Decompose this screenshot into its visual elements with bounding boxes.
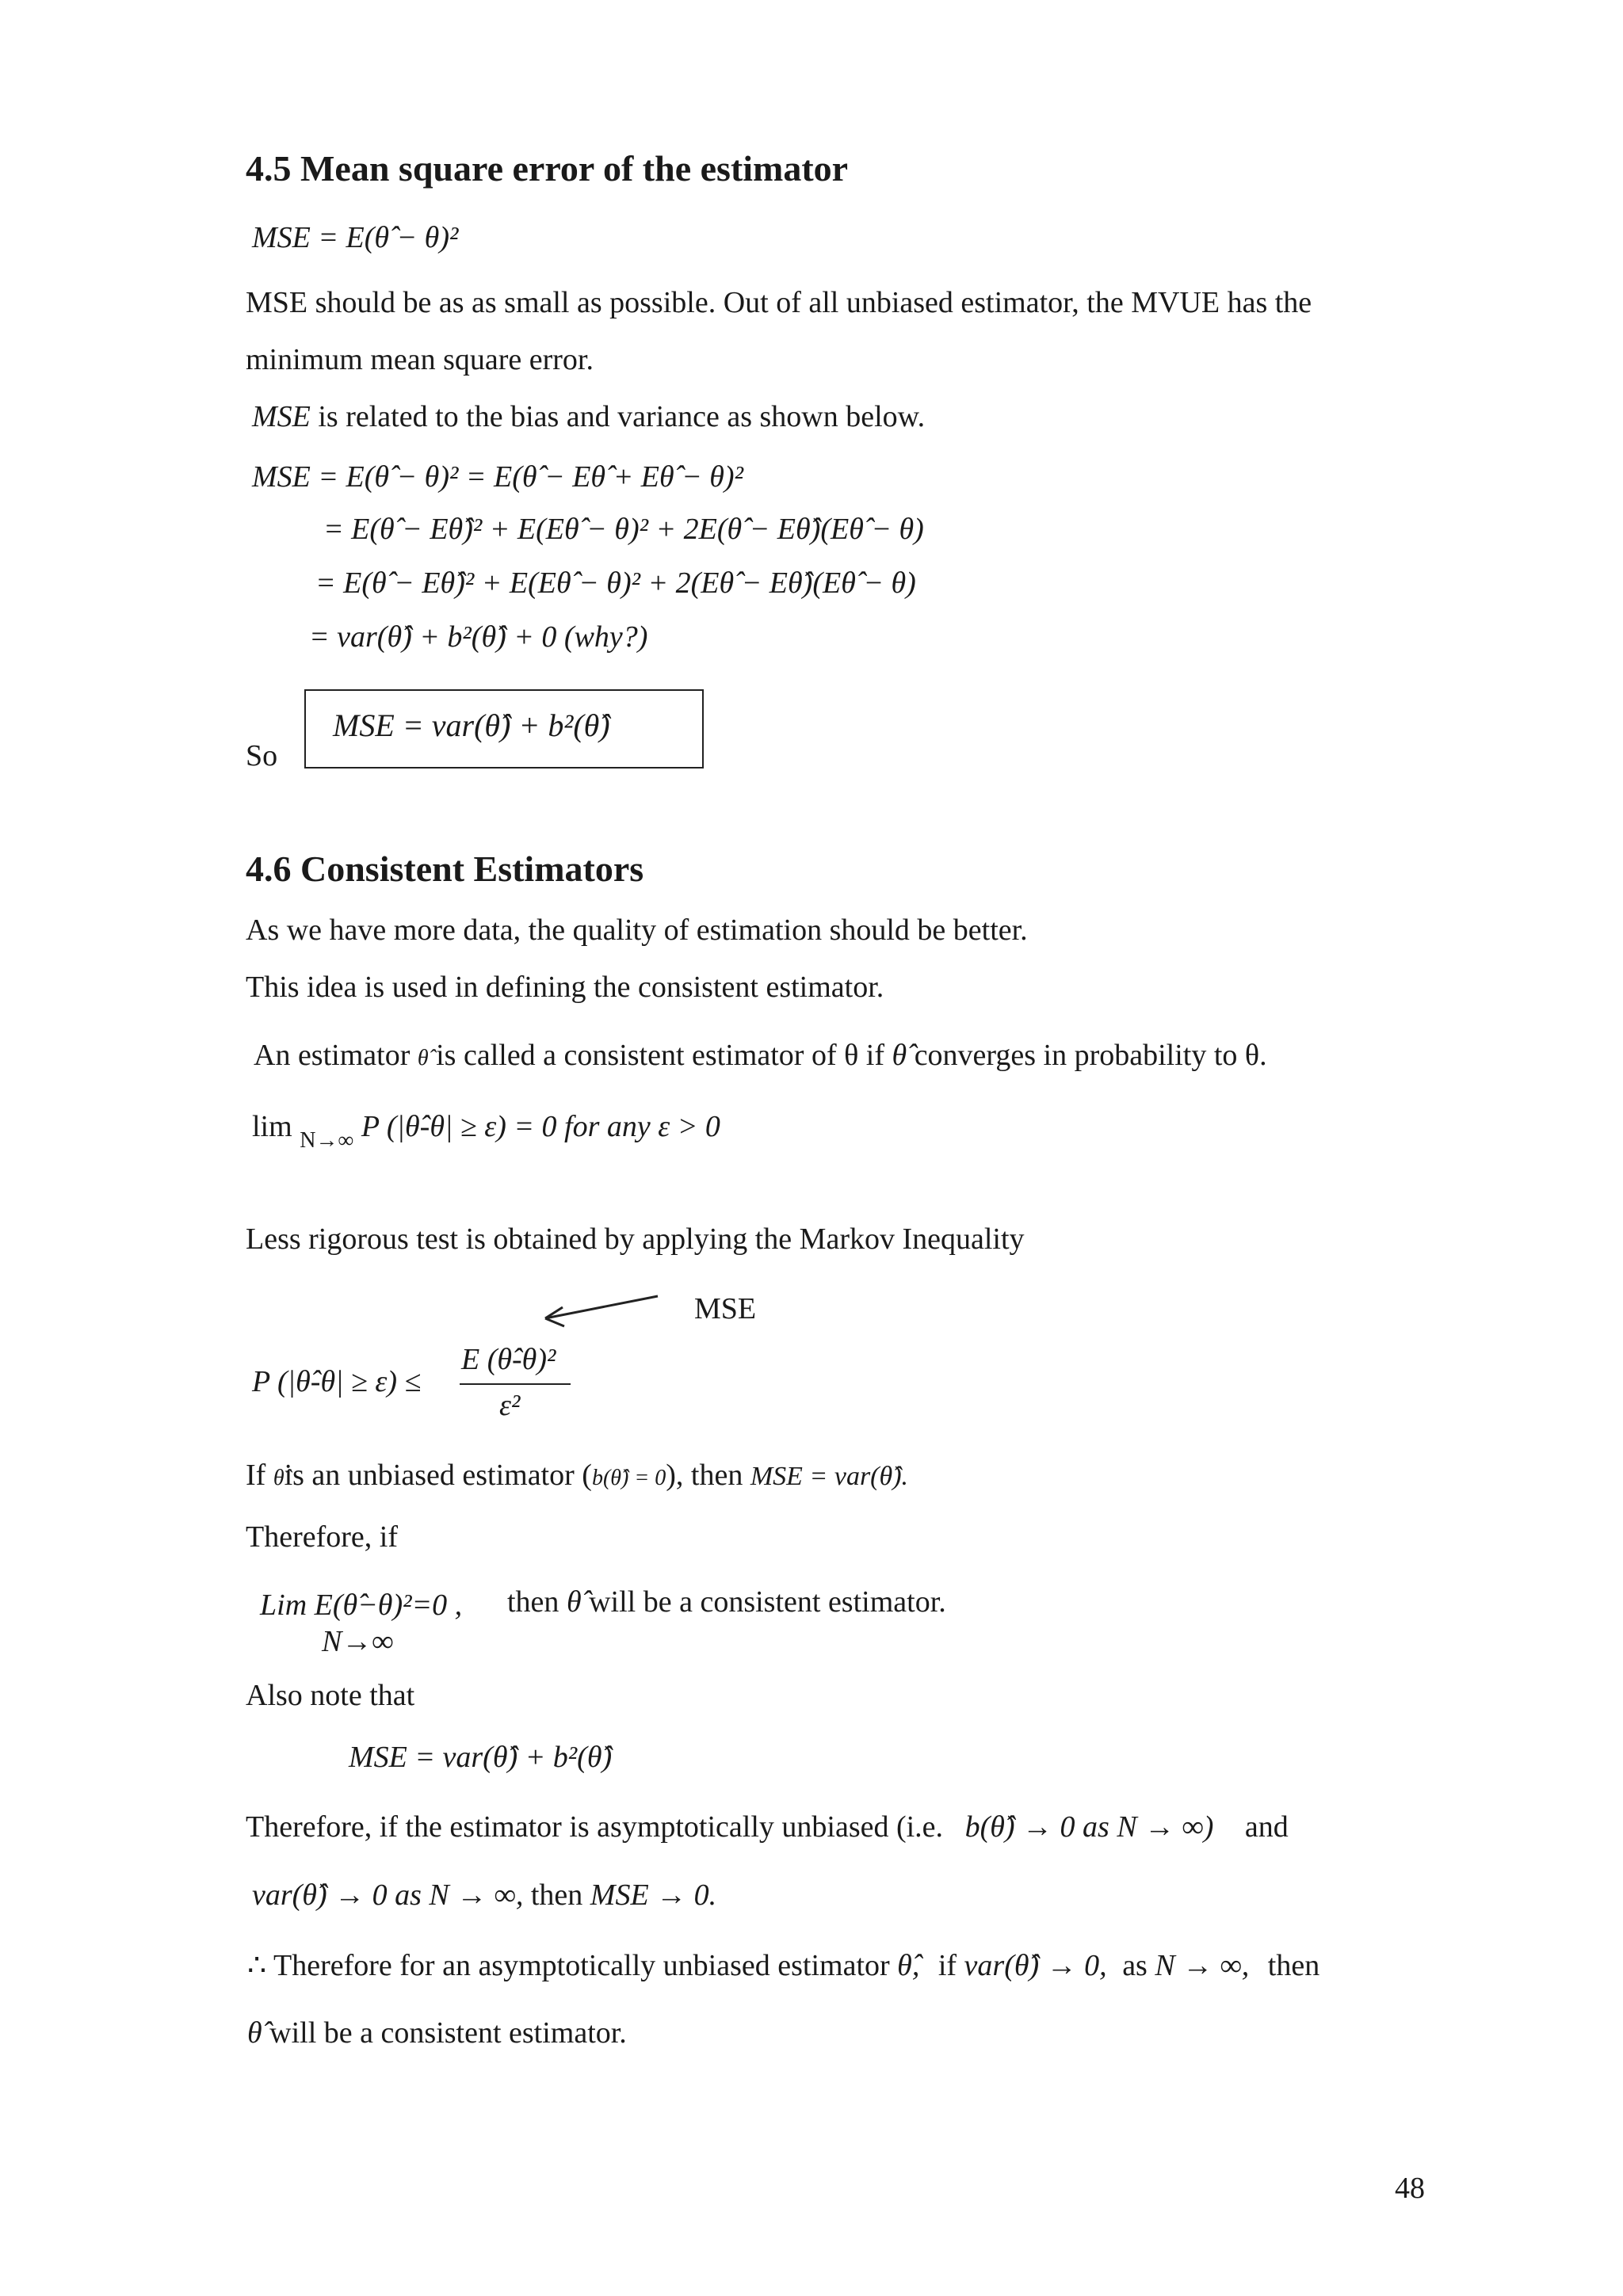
markov-denominator: ε²: [499, 1389, 521, 1422]
markov-numerator: E (θ̂-θ)²: [461, 1343, 556, 1376]
derivation-line-2: = E(θ̂ − Eθ̂)² + E(Eθ̂ − θ)² + 2E(θ̂ − Eθ̂)(Eθ̂ − θ): [323, 513, 924, 546]
markov-lhs: P (|θ̂-θ| ≥ ε) ≤: [252, 1365, 422, 1398]
derivation-line-1: MSE = E(θ̂ − θ)² = E(θ̂ − Eθ̂ + Eθ̂ − θ)²: [252, 460, 743, 494]
also-note: Also note that: [246, 1679, 415, 1712]
mse-arrow: [539, 1291, 666, 1331]
section-4-5-heading: 4.5 Mean square error of the estimator: [246, 148, 849, 189]
as-word: as: [1122, 1949, 1148, 1982]
theta-hat-symbol: θ̂: [417, 1046, 429, 1070]
theta-hat-symbol: θ̂: [247, 2016, 262, 2050]
so-label: So: [246, 739, 278, 772]
theta-hat-symbol: θ̂: [273, 1466, 285, 1490]
bias-limit-expr: b(θ̂) → 0 as N → ∞): [964, 1810, 1214, 1844]
boxed-mse-formula: MSE = var(θ̂) + b²(θ̂): [333, 707, 610, 743]
consistency-paragraph-1: As we have more data, the quality of estimation should be better.: [246, 913, 1028, 947]
limit-expression: P (|θ̂-θ| ≥ ε) = 0 for any ε > 0: [361, 1110, 720, 1143]
theta-hat-symbol: θ̂,: [897, 1949, 920, 1982]
derivation-line-3: = E(θ̂ − Eθ̂)² + E(Eθ̂ − θ)² + 2(Eθ̂ − Eθ̂)(Eθ̂ − θ): [315, 566, 916, 600]
and-word: and: [1244, 1810, 1289, 1844]
lim-then-clause: [507, 1585, 946, 1619]
definition-text-c: converges in probability to θ.: [914, 1039, 1267, 1072]
theta-hat-symbol: θ̂: [892, 1039, 907, 1072]
then-word: then: [1267, 1949, 1320, 1982]
mse-equals-var: MSE = var(θ̂).: [750, 1462, 909, 1491]
definition-text-b: is called a consistent estimator of θ if: [436, 1039, 885, 1072]
if-word: If: [246, 1459, 266, 1492]
lim-word: lim: [252, 1110, 292, 1143]
conclusion-line-2: [247, 2016, 627, 2050]
conclusion-line-1: [247, 1947, 1319, 1983]
mse-limit-expr: MSE → 0.: [590, 1878, 717, 1912]
derivation-line-4: = var(θ̂) + b²(θ̂) + 0 (why?): [309, 620, 648, 654]
var-limit-expr: var(θ̂) → 0,: [964, 1949, 1107, 1982]
consistent-text: will be a consistent estimator.: [589, 1585, 946, 1619]
if-word: if: [938, 1949, 957, 1982]
page-number: 48: [1395, 2172, 1425, 2205]
consistency-paragraph-2: This idea is used in defining the consistent estimator.: [246, 971, 884, 1004]
mse-arrow-label: MSE: [694, 1292, 757, 1325]
asymptotic-text: Therefore, if the estimator is asymptotically unbiased (i.e.: [246, 1810, 944, 1844]
asymptotic-line-1: [246, 1810, 1289, 1844]
limit-definition: [252, 1109, 720, 1153]
var-limit-expr: var(θ̂) → 0 as N → ∞,: [252, 1878, 524, 1912]
bias-zero-expr: b(θ̂) = 0: [591, 1466, 666, 1490]
mse-formula-again: MSE = var(θ̂) + b²(θ̂): [349, 1741, 613, 1774]
unbiased-line: [246, 1458, 908, 1493]
mse-paragraph-line-2: minimum mean square error.: [246, 343, 594, 376]
lim-subscript-2: N→∞: [322, 1625, 394, 1658]
consistency-definition: [254, 1038, 1267, 1073]
therefore-if: Therefore, if: [246, 1520, 398, 1554]
unbiased-text: is an unbiased estimator (: [284, 1459, 592, 1492]
n-limit-expr: N → ∞,: [1155, 1949, 1250, 1982]
lim-expression: Lim E(θ̂−θ)²=0 ,: [260, 1589, 463, 1622]
mse-relation-text: [252, 399, 925, 434]
then-word: then: [507, 1585, 559, 1619]
theta-hat-symbol: θ̂: [566, 1585, 582, 1619]
then-word: then: [530, 1878, 583, 1912]
definition-text-a: An estimator: [254, 1039, 411, 1072]
mse-relation-label: is related to the bias and variance as shown below.: [310, 400, 926, 433]
consistent-text: will be a consistent estimator.: [269, 2016, 627, 2050]
fraction-bar: [460, 1383, 571, 1385]
mse-definition: MSE = E(θ̂ − θ)²: [252, 221, 459, 254]
section-4-6-heading: 4.6 Consistent Estimators: [246, 849, 644, 889]
mse-paragraph-line-1: MSE should be as as small as possible. Out of all unbiased estimator, the MVUE has the: [246, 286, 1312, 319]
lim-subscript: N→∞: [300, 1128, 354, 1153]
then-text: ), then: [666, 1459, 743, 1492]
markov-intro: Less rigorous test is obtained by applying the Markov Inequality: [246, 1222, 1025, 1256]
conclusion-text: ∴ Therefore for an asymptotically unbiased estimator: [247, 1949, 890, 1982]
asymptotic-line-2: [252, 1878, 716, 1913]
mse-symbol: MSE: [252, 400, 311, 433]
